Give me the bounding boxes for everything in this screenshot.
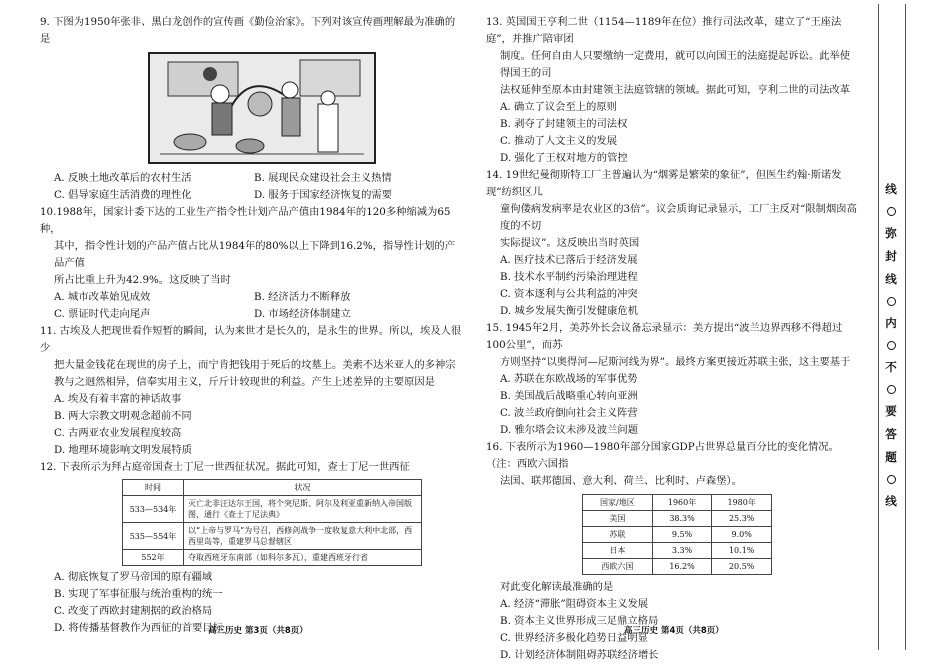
q12-table (122, 479, 422, 566)
q15-option-c[interactable]: C. 波兰政府倒向社会主义阵营 (500, 407, 638, 419)
q9-option-c[interactable]: C. 倡导家庭生活消费的理性化 (54, 189, 192, 201)
q14-option-c[interactable]: C. 资本逐利与公共利益的冲突 (500, 288, 638, 300)
q16-header-region: 国家/地区 (583, 495, 653, 511)
q11-line-3: 教与之迥然相异，信奉实用主义，斤斤计较现世的利益。产生上述差异的主要原因是 (54, 376, 435, 388)
binding-char: 线 (885, 494, 897, 508)
q11-option-d[interactable]: D. 地理环境影响文明发展特质 (54, 444, 192, 456)
q16-cell-1960: 16.2% (652, 559, 712, 575)
binding-circle-icon (887, 385, 896, 394)
q10-line-1: 10.1988年，国家计委下达的工业生产指令性计划产品产值由1984年的120多种缩减为65种， (40, 206, 451, 235)
q15-option-d[interactable]: D. 雅尔塔会议未涉及波兰问题 (500, 424, 638, 436)
q11-option-b[interactable]: B. 两大宗教文明观念超前不同 (54, 410, 192, 422)
q12-cell-desc: 夺取西班牙东南部（如科尔多瓦），重建西班牙行省 (184, 550, 422, 566)
q16-option-d[interactable]: D. 计划经济体制阻碍苏联经济增长 (500, 649, 659, 661)
q10-line-2: 其中，指令性计划的产品产值占比从1984年的80%以上下降到16.2%，指导性计划的产品产值 (54, 240, 456, 269)
binding-circle-icon (887, 207, 896, 216)
binding-text (870, 178, 912, 513)
table-row (123, 496, 422, 523)
q13-line-2: 制度。任何自由人只要缴纳一定费用，就可以向国王的法庭提起诉讼。此举使得国王的司 (500, 50, 851, 79)
q13-option-c[interactable]: C. 推动了人文主义的发展 (500, 135, 618, 147)
q16-cell-1980: 10.1% (712, 543, 772, 559)
binding-char: 答 (885, 427, 897, 441)
q16-header-1960: 1960年 (652, 495, 712, 511)
q12-header-time: 时间 (123, 480, 184, 496)
binding-circle-icon (887, 297, 896, 306)
poster-illustration (150, 54, 374, 162)
q12-stem: 12. 下表所示为拜占庭帝国查士丁尼一世西征状况。据此可知，查士丁尼一世西征 (40, 461, 410, 473)
q16-cell-region: 美国 (583, 511, 653, 527)
q10-option-a[interactable]: A. 城市改革始见成效 (54, 291, 151, 303)
q10-options-row2 (54, 306, 462, 323)
binding-char: 不 (885, 360, 897, 374)
q11-option-a[interactable]: A. 埃及有着丰富的神话故事 (54, 393, 182, 405)
q16-cell-region: 苏联 (583, 527, 653, 543)
q11-option-c[interactable]: C. 古两亚农业发展程度较高 (54, 427, 182, 439)
q16-cell-1960: 3.3% (652, 543, 712, 559)
q13-option-b[interactable]: B. 剥夺了封建领主的司法权 (500, 118, 628, 130)
q12-cell-desc: 以“上帝与罗马”为号召，西修剑战争一度收复意大利中北部，西西里岛等，重建罗马总督辖区 (184, 523, 422, 550)
q16-cell-1960: 9.5% (652, 527, 712, 543)
page-footer-right: 高三历史 第4页（共8页） (624, 626, 724, 636)
q16-cell-region: 西欧六国 (583, 559, 653, 575)
q10-options-row1 (54, 289, 462, 306)
q14-line-3: 实际提议”。这反映出当时英国 (500, 237, 640, 249)
page-footer-left: 高三历史 第3页（共8页） (208, 626, 308, 636)
binding-circle-icon (887, 475, 896, 484)
q14-line-2: 童佝偻病发病率是农业区的3倍”。议会质询记录显示，工厂主反对“限制烟囱高度的不切 (500, 203, 857, 232)
q9-option-a[interactable]: A. 反映土地改革后的农村生活 (54, 172, 192, 184)
binding-circle-icon (887, 341, 896, 350)
binding-char: 内 (885, 316, 897, 330)
right-column (486, 14, 858, 664)
q15-line-2: 方则坚持“以奥得河—尼斯河线为界”。最终方案更接近苏联主张，这主要基于 (500, 356, 851, 368)
q15-line-1: 15. 1945年2月，美苏外长会议备忘录显示：美方提出“波兰边界西移不得超过100公里”，而苏 (486, 322, 843, 351)
q11-line-2: 把大量金钱花在现世的房子上，而宁肯把钱用于死后的坟墓上。美索不达米亚人的多神宗 (54, 359, 456, 371)
q16-option-a[interactable]: A. 经济“滞胀”阻碍资本主义发展 (500, 598, 649, 610)
q12-option-c[interactable]: C. 改变了西欧封建割据的政治格局 (54, 605, 213, 617)
q16-line-2: 法国、联邦德国、意大利、荷兰、比利时、卢森堡）。 (500, 475, 742, 487)
q9-options-row1 (54, 170, 462, 187)
q10-option-d[interactable]: D. 市场经济体制建立 (254, 308, 351, 320)
q13-option-d[interactable]: D. 强化了王权对地方的管控 (500, 152, 628, 164)
q9-option-d[interactable]: D. 服务于国家经济恢复的需要 (254, 189, 392, 201)
q12-cell-time: 552年 (123, 550, 184, 566)
q12-option-d[interactable]: D. 将传播基督教作为西征的首要目标 (54, 622, 223, 634)
q16-cell-1980: 25.3% (712, 511, 772, 527)
binding-char: 封 (885, 249, 897, 263)
q12-option-a[interactable]: A. 彻底恢复了罗马帝国的原有疆域 (54, 571, 213, 583)
table-row (583, 559, 772, 575)
q14-option-a[interactable]: A. 医疗技术已落后于经济发展 (500, 254, 638, 266)
q16-cell-1980: 9.0% (712, 527, 772, 543)
propaganda-poster-image (148, 52, 376, 164)
binding-char: 线 (885, 182, 897, 196)
q15-option-a[interactable]: A. 苏联在东欧战场的军事优势 (500, 373, 638, 385)
q16-option-b[interactable]: B. 资本主义世界形成三足鼎立格局 (500, 615, 659, 627)
binding-char: 要 (885, 404, 897, 418)
q10-option-b[interactable]: B. 经济活力不断释放 (254, 291, 351, 303)
q13-option-a[interactable]: A. 确立了议会至上的原则 (500, 101, 617, 113)
q12-option-b[interactable]: B. 实现了军事征服与统治重构的统一 (54, 588, 223, 600)
table-row (583, 511, 772, 527)
q13-line-3: 法权延伸至原本由封建领主法庭管辖的领域。据此可知，亨利二世的司法改革 (500, 84, 851, 96)
q16-header-1980: 1980年 (712, 495, 772, 511)
q14-line-1: 14. 19世纪曼彻斯特工厂主普遍认为“烟雾是繁荣的象征”，但医生约翰·斯诺发现“纺织区儿 (486, 169, 842, 198)
q10-line-3: 所占比重上升为42.9%。这反映了当时 (54, 274, 231, 286)
q16-option-c[interactable]: C. 世界经济多极化趋势日益明显 (500, 632, 648, 644)
q12-header-desc: 状况 (184, 480, 422, 496)
binding-char: 弥 (885, 226, 897, 240)
q12-cell-desc: 灭亡北非汪达尔王国，将个突尼斯、阿尔及利亚重新纳入帝国版图，通行《查士丁尼法典》 (184, 496, 422, 523)
table-row (583, 527, 772, 543)
q9-option-b[interactable]: B. 展现民众建设社会主义热情 (254, 172, 392, 184)
left-column (40, 14, 462, 637)
table-row (583, 543, 772, 559)
table-row (123, 523, 422, 550)
q12-cell-time: 533—534年 (123, 496, 184, 523)
q15-option-b[interactable]: B. 美国战后战略重心转向亚洲 (500, 390, 638, 402)
q16-after: 对此变化解读最准确的是 (500, 581, 614, 593)
q10-option-c[interactable]: C. 票证时代走向尾声 (54, 308, 151, 320)
binding-char: 线 (885, 272, 897, 286)
q11-line-1: 11. 古埃及人把现世看作短暂的瞬间，认为来世才是长久的，是永生的世界。所以，埃及人很少 (40, 325, 462, 354)
q13-line-1: 13. 英国国王亨利二世（1154—1189年在位）推行司法改革，建立了“王座法庭”，并推广陪审团 (486, 16, 842, 45)
binding-char: 题 (885, 450, 897, 464)
q12-cell-time: 535—554年 (123, 523, 184, 550)
q9-options-row2 (54, 187, 462, 204)
table-row (123, 550, 422, 566)
q16-cell-region: 日本 (583, 543, 653, 559)
q16-cell-1960: 38.3% (652, 511, 712, 527)
q9-stem: 9. 下图为1950年张非、黑白龙创作的宣传画《勤俭治家》。下列对该宣传画理解最为准确的是 (40, 16, 456, 45)
q14-option-b[interactable]: B. 技术水平制约污染治理进程 (500, 271, 638, 283)
q16-gdp-table (582, 494, 772, 575)
q14-option-d[interactable]: D. 城乡发展失衡引发健康危机 (500, 305, 638, 317)
q16-line-1: 16. 下表所示为1960—1980年部分国家GDP占世界总量百分比的变化情况。（注：西欧六国指 (486, 441, 839, 470)
q16-cell-1980: 20.5% (712, 559, 772, 575)
